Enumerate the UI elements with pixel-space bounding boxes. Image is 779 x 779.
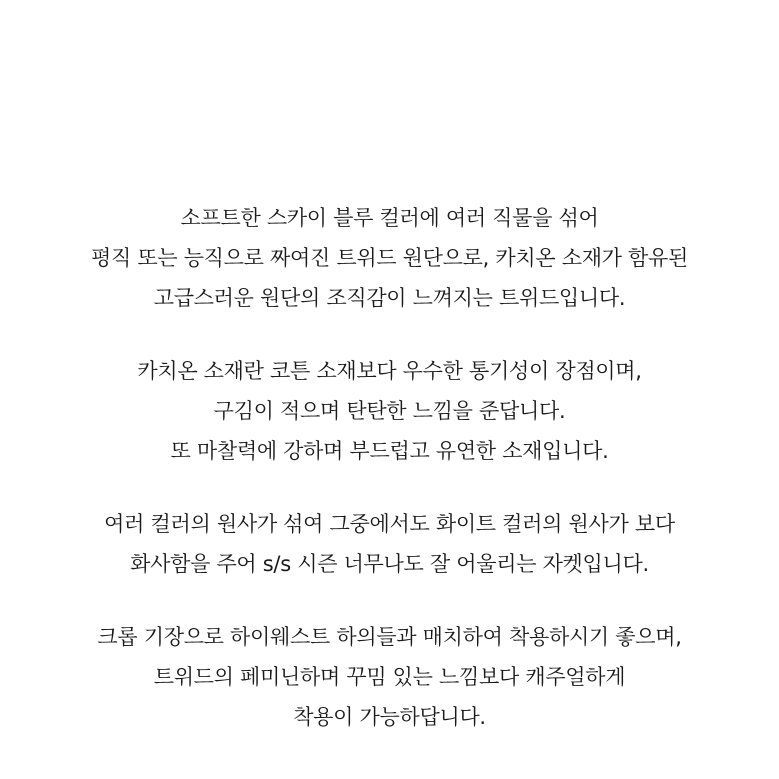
text-line: 평직 또는 능직으로 짜여진 트위드 원단으로, 카치온 소재가 함유된 — [91, 246, 688, 270]
text-line: 화사함을 주어 s/s 시즌 너무나도 잘 어울리는 자켓입니다. — [130, 552, 649, 576]
description-paragraph-material — [0, 351, 779, 471]
text-line: 카치온 소재란 코튼 소재보다 우수한 통기성이 장점이며, — [137, 359, 642, 383]
text-line: 또 마찰력에 강하며 부드럽고 유연한 소재입니다. — [170, 439, 609, 463]
description-paragraph-fabric — [0, 198, 779, 318]
text-line: 트위드의 페미닌하며 꾸밈 있는 느낌보다 캐주얼하게 — [153, 665, 626, 689]
product-description — [0, 198, 779, 770]
text-line: 크롭 기장으로 하이웨스트 하의들과 매치하여 착용하시기 좋으며, — [97, 625, 682, 649]
text-line: 고급스러운 원단의 조직감이 느껴지는 트위드입니다. — [153, 286, 626, 310]
text-line: 소프트한 스카이 블루 컬러에 여러 직물을 섞어 — [180, 206, 599, 230]
text-line: 착용이 가능하답니다. — [293, 705, 486, 729]
description-paragraph-color — [0, 504, 779, 584]
text-line: 여러 컬러의 원사가 섞여 그중에서도 화이트 컬러의 원사가 보다 — [104, 512, 675, 536]
text-line: 구김이 적으며 탄탄한 느낌을 준답니다. — [213, 399, 566, 423]
description-paragraph-styling — [0, 617, 779, 737]
